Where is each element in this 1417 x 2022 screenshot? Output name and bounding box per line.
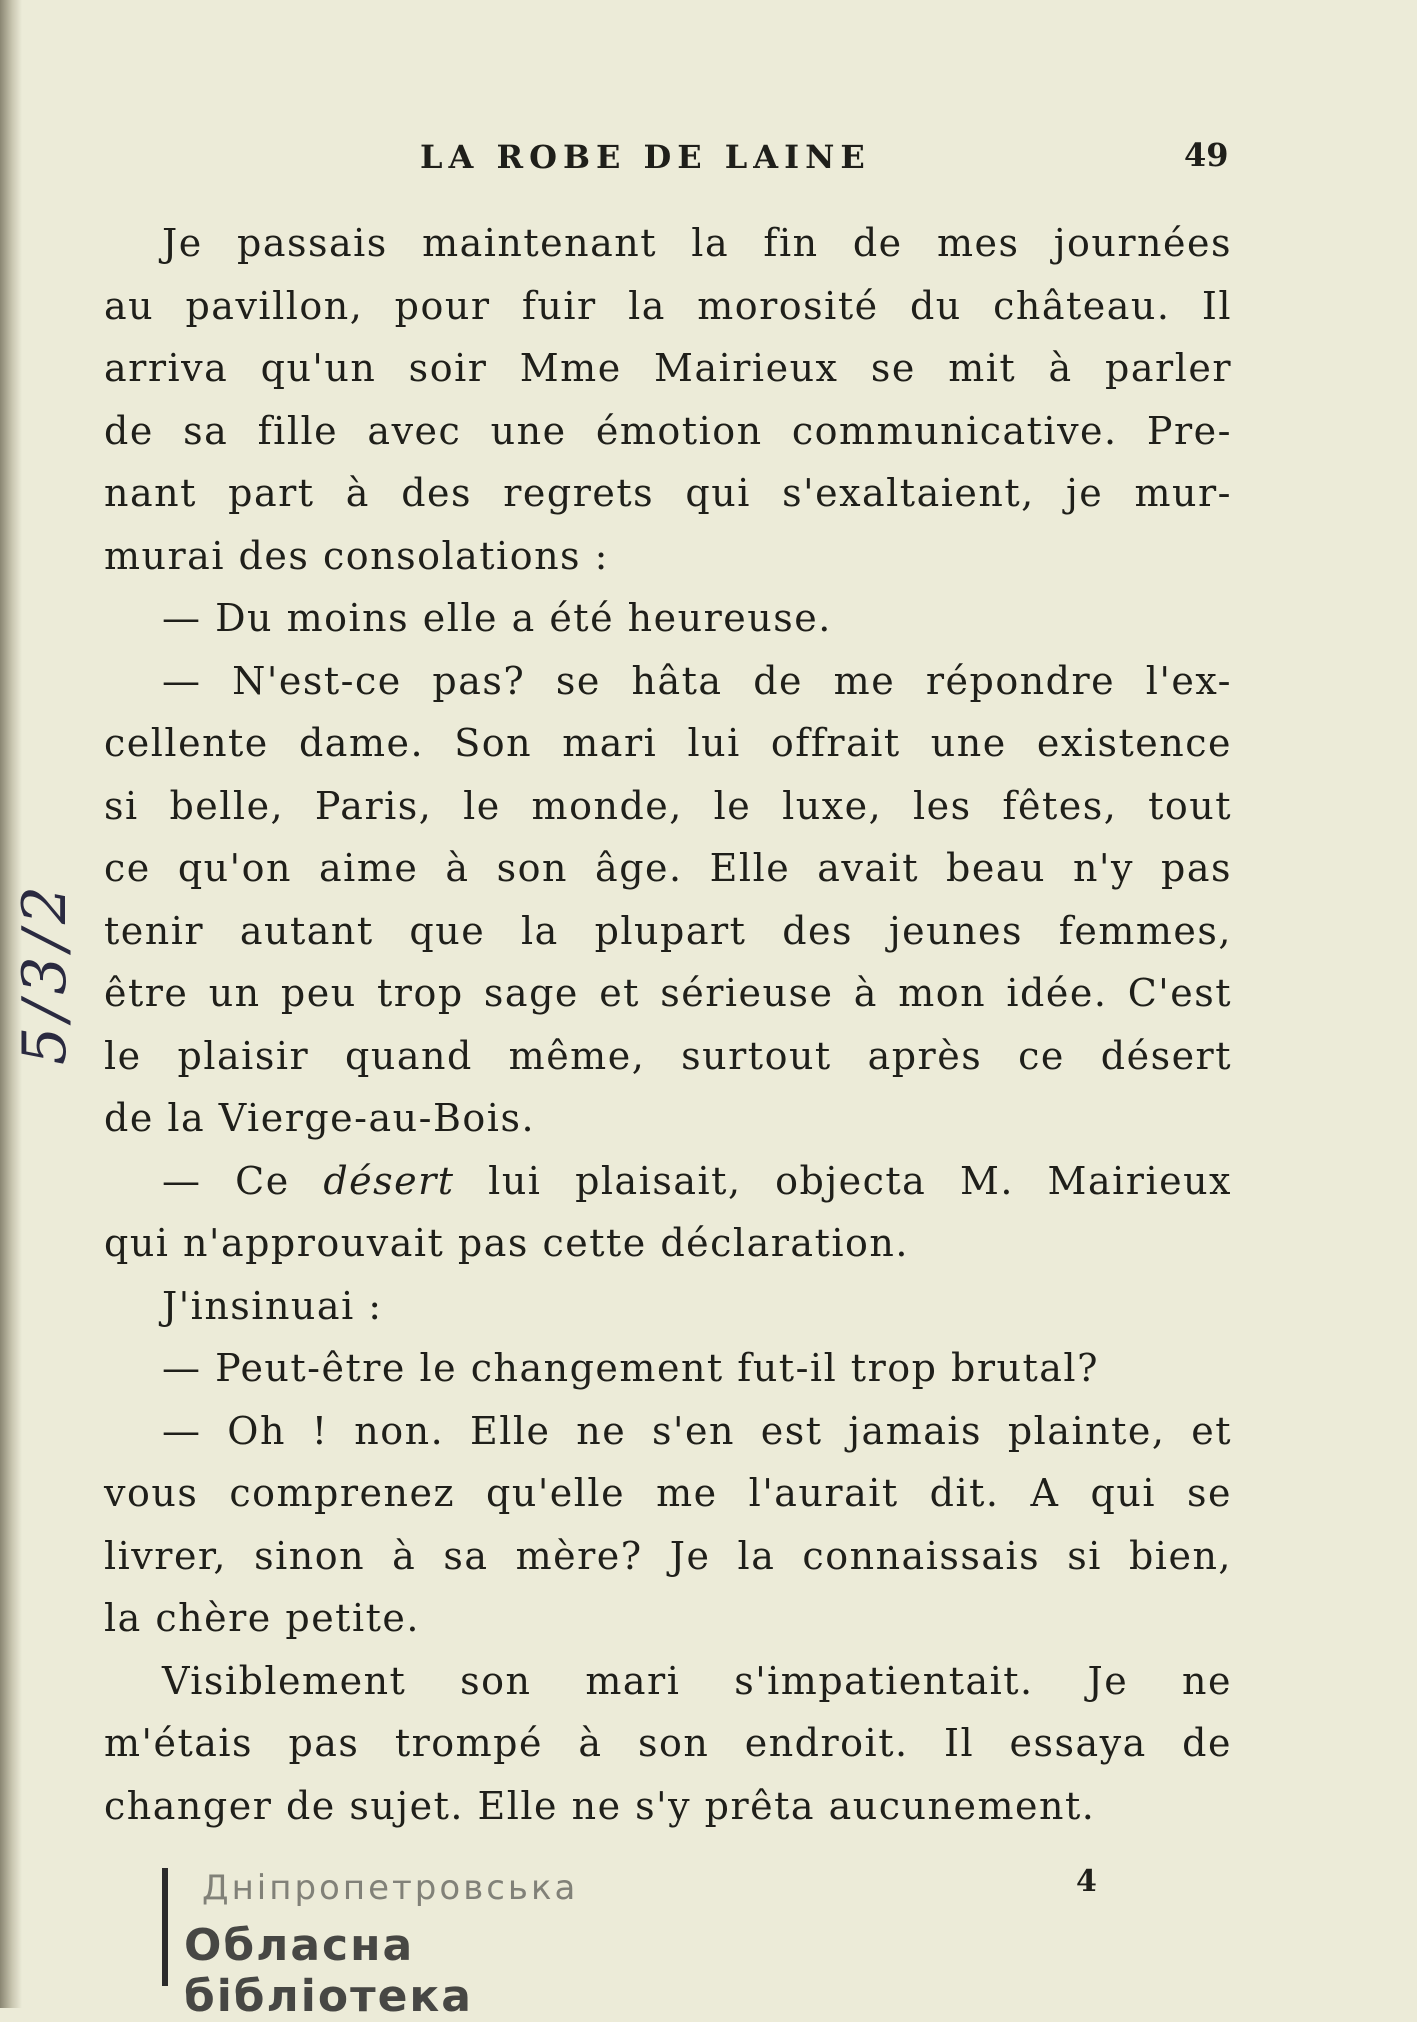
text-line: murai des consolations : xyxy=(104,533,609,578)
text-line: m'étais pas trompé à son endroit. Il essaya de xyxy=(104,1721,1232,1765)
text-line: être un peu trop sage et sérieuse à mon idée. C'est xyxy=(104,971,1232,1015)
text-line: livrer, sinon à sa mère? Je la connaissais si bien, xyxy=(104,1533,1232,1578)
text-line: qui n'approuvait pas cette déclaration. xyxy=(104,1221,909,1265)
text-line: vous comprenez qu'elle me l'aurait dit. A qui se xyxy=(104,1471,1232,1515)
text-line: le plaisir quand même, surtout après ce désert xyxy=(104,1033,1232,1078)
text-line: au pavillon, pour fuir la morosité du château. Il xyxy=(104,283,1232,328)
text-line: ce qu'on aime à son âge. Elle avait beau n'y pas xyxy=(104,846,1232,890)
text-line: — Ce désert lui plaisait, objecta M. Mairieux xyxy=(162,1158,1232,1203)
text-line: Je passais maintenant la fin de mes journées xyxy=(162,221,1232,265)
running-head: LA ROBE DE LAINE xyxy=(420,138,871,176)
text-line: J'insinuai : xyxy=(162,1283,383,1328)
italic-word: désert xyxy=(323,1158,455,1203)
text-line: la chère petite. xyxy=(104,1596,420,1640)
page-number: 49 xyxy=(1184,136,1229,174)
text-line: tenir autant que la plupart des jeunes femmes, xyxy=(104,908,1232,953)
text-line: nant part à des regrets qui s'exaltaient, je mur- xyxy=(104,471,1232,515)
handwritten-margin-note: 5/3/2 xyxy=(10,880,80,1065)
text-line: — N'est-ce pas? se hâta de me répondre l'ex- xyxy=(162,658,1232,703)
text-line: — Oh ! non. Elle ne s'en est jamais plainte, et xyxy=(162,1408,1232,1453)
text-line: si belle, Paris, le monde, le luxe, les fêtes, tout xyxy=(104,783,1232,828)
body-text xyxy=(104,212,1232,1837)
text-line: de la Vierge-au-Bois. xyxy=(104,1096,536,1140)
library-stamp xyxy=(162,1868,682,2022)
text-line: — Du moins elle a été heureuse. xyxy=(162,596,832,640)
text-line: cellente dame. Son mari lui offrait une existence xyxy=(104,721,1232,765)
text-line: arriva qu'un soir Mme Mairieux se mit à parler xyxy=(104,346,1232,390)
text-line: Visiblement son mari s'impatientait. Je ne xyxy=(162,1658,1232,1703)
stamp-bar xyxy=(162,1868,168,1986)
signature-mark: 4 xyxy=(1076,1864,1097,1899)
stamp-line-1: Дніпропетровська xyxy=(202,1868,579,1908)
text-line: changer de sujet. Elle ne s'y prêta aucunement. xyxy=(104,1783,1096,1828)
text-line: de sa fille avec une émotion communicative. Pre- xyxy=(104,408,1232,453)
stamp-line-2: Обласна бібліотека xyxy=(184,1920,473,2022)
text-line: — Peut-être le changement fut-il trop brutal? xyxy=(162,1346,1099,1390)
